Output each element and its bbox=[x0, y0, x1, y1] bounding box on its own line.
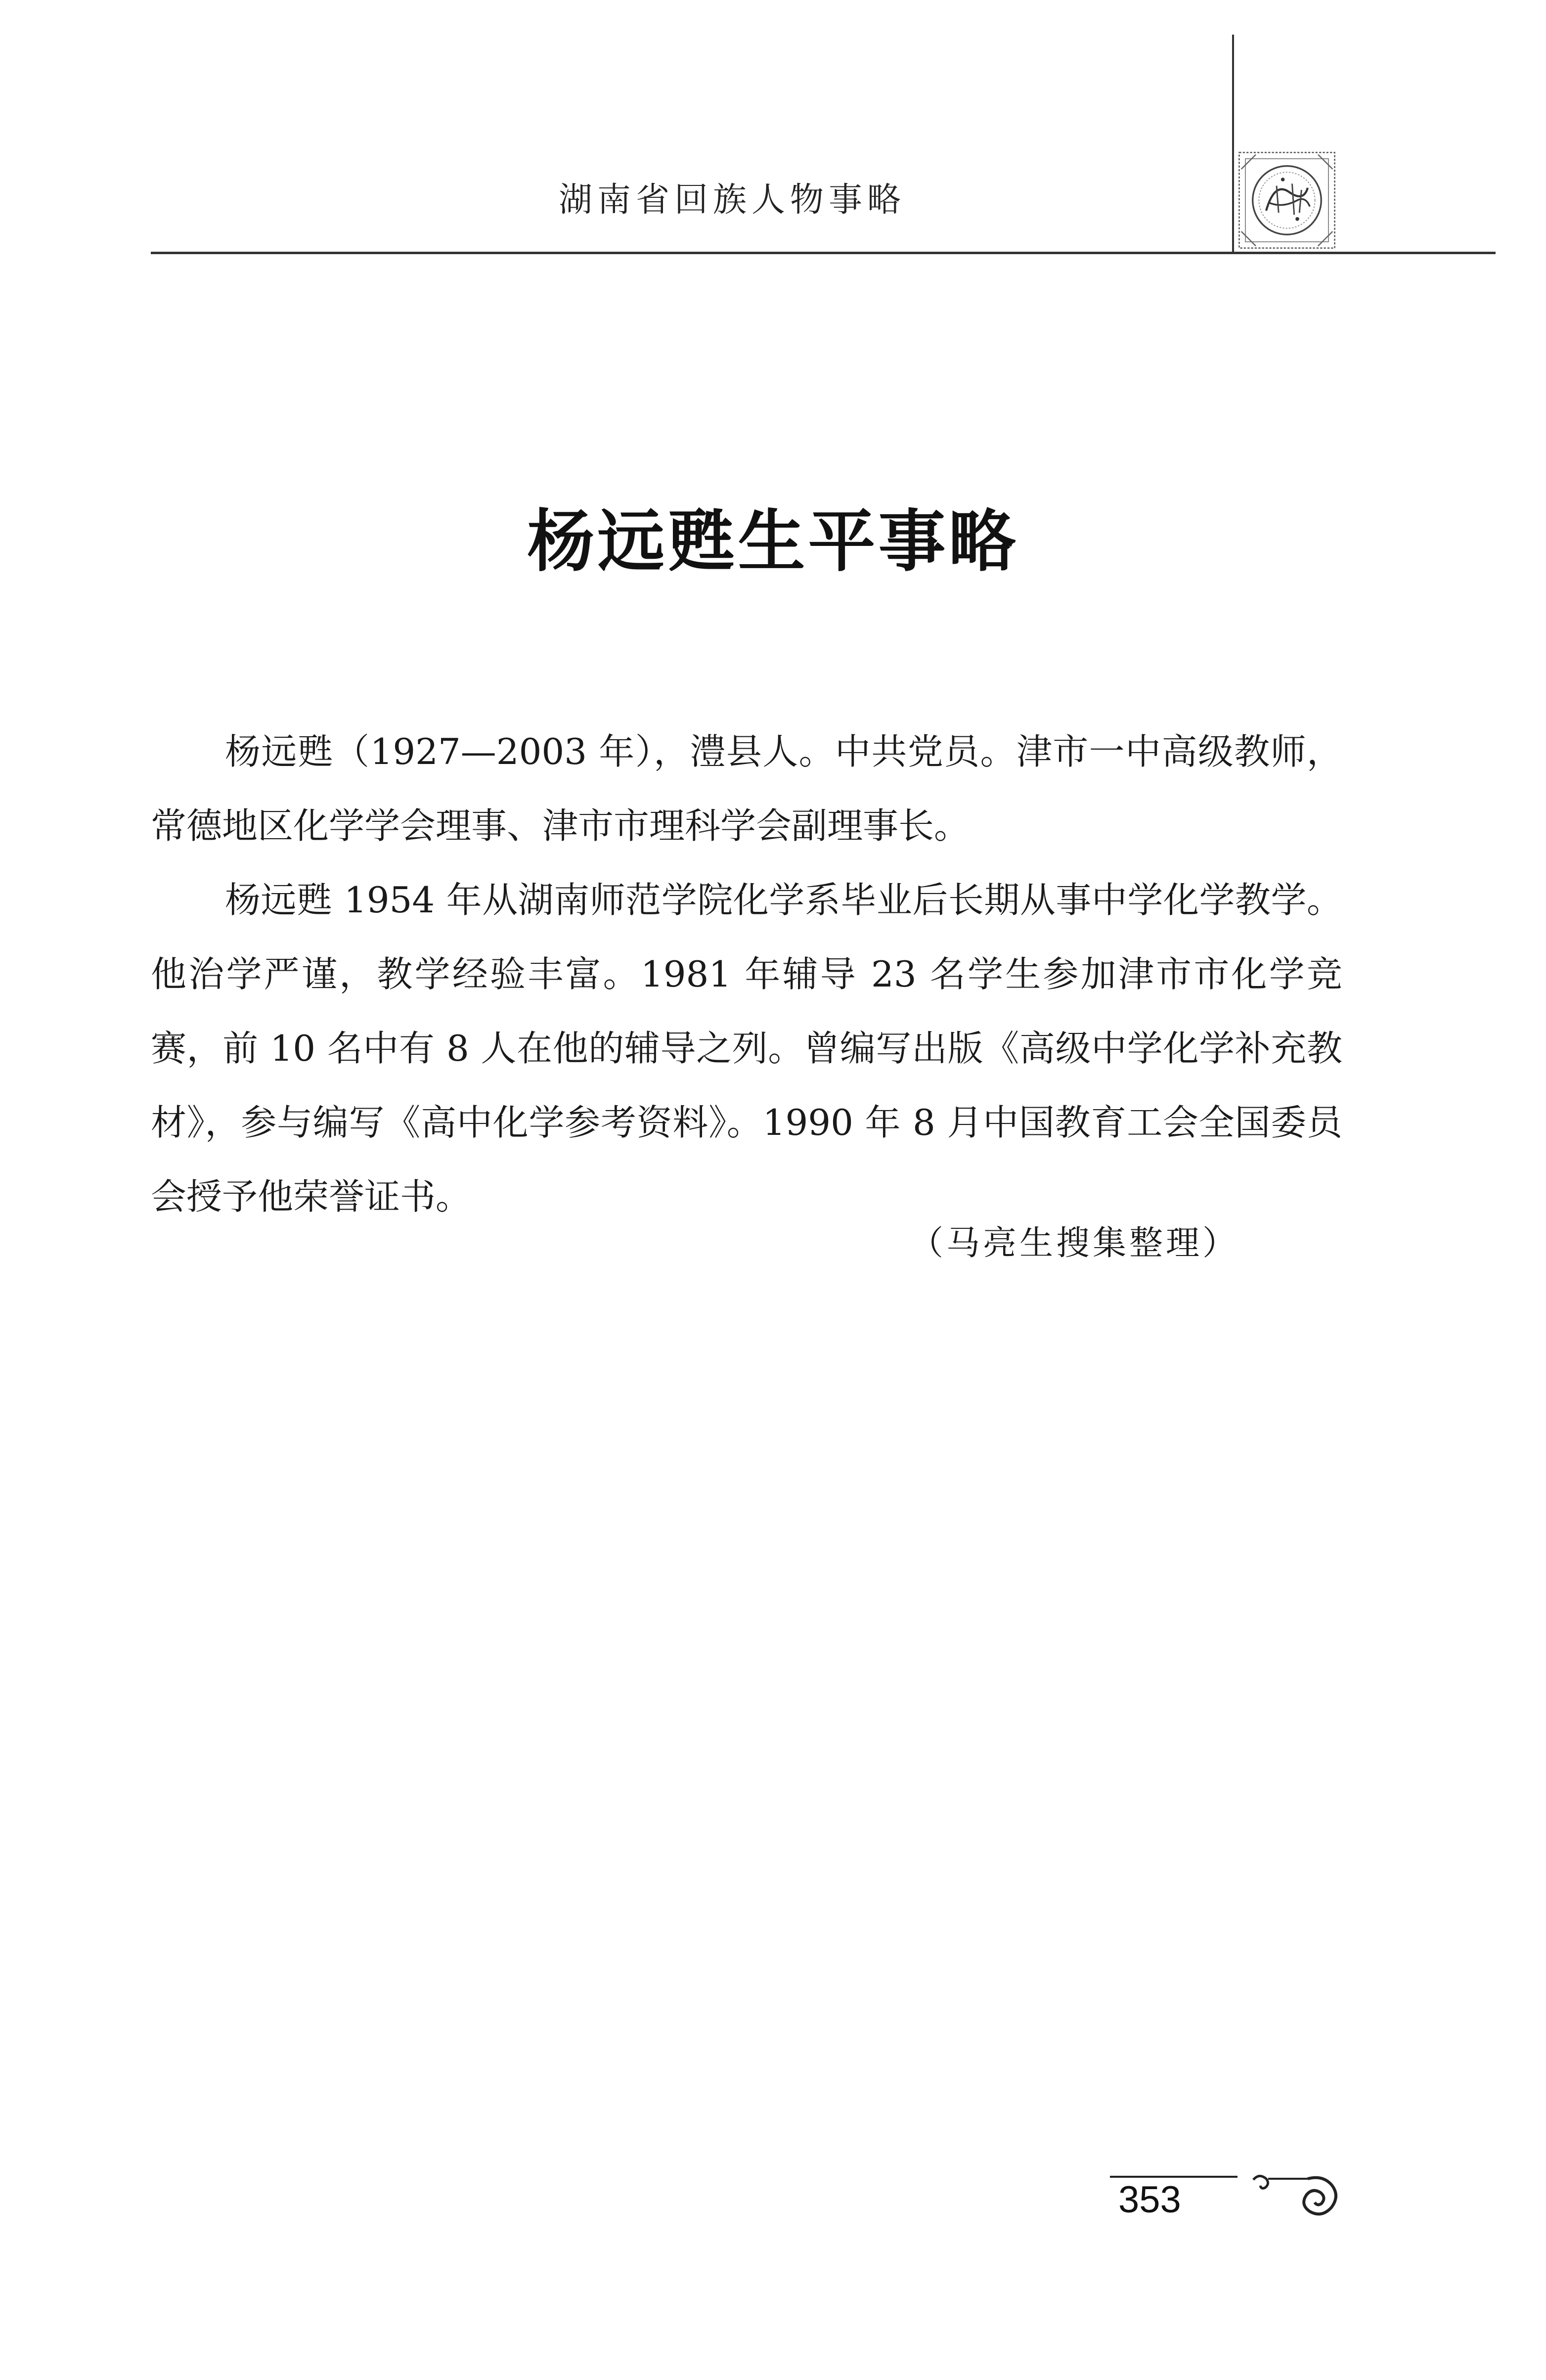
header-vertical-rule bbox=[1232, 35, 1234, 253]
folio-rule bbox=[1110, 2176, 1237, 2178]
credit-line: （马亮生搜集整理） bbox=[910, 1224, 1239, 1263]
arabic-calligraphy-emblem-icon bbox=[1235, 148, 1339, 252]
running-header-title: 湖南省回族人物事略 bbox=[559, 180, 906, 220]
swirl-ornament-icon bbox=[1248, 2170, 1347, 2224]
body-paragraph: 杨远甦 1954 年从湖南师范学院化学系毕业后长期从事中学化学教学。他治学严谨，教学经验丰富。1981 年辅导 23 名学生参加津市市化学竞赛，前 10 名中有 8 人在他的辅导之列。曾编写出版《高级中学化学补充教材》，参与编写《高中化学参考资料》。1990 年 8 月中国教育工会全国委员会授予他荣誉证书。 bbox=[151, 879, 1342, 1217]
page-title: 杨远甦生平事略 bbox=[527, 502, 1019, 581]
body-paragraph: 杨远甦（1927—2003 年），澧县人。中共党员。津市一中高级教师，常德地区化学学会理事、津市市理科学会副理事长。 bbox=[151, 731, 1342, 847]
page-number: 353 bbox=[1118, 2179, 1181, 2221]
